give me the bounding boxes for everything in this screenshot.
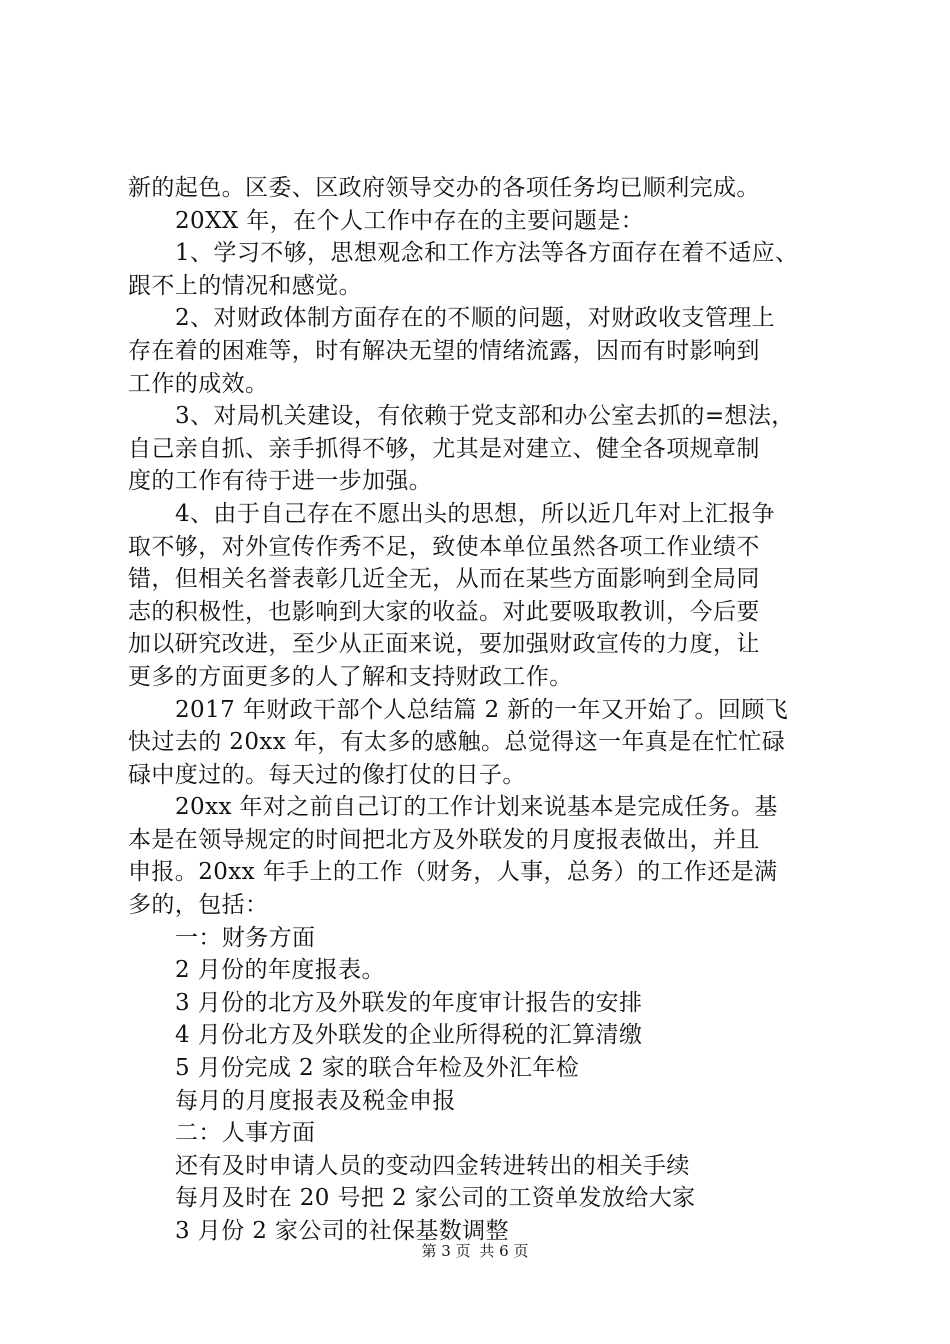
- page-total: 共 6 页: [479, 1242, 529, 1260]
- text-line: 本是在领导规定的时间把北方及外联发的月度报表做出，并且: [128, 826, 760, 853]
- text-line: 2、对财政体制方面存在的不顺的问题，对财政收支管理上: [175, 305, 776, 332]
- text-line: 新的起色。区委、区政府领导交办的各项任务均已顺利完成。: [128, 175, 760, 201]
- text-line: 每月及时在 20 号把 2 家公司的工资单发放给大家: [175, 1185, 696, 1212]
- document-body: [128, 172, 838, 1248]
- text-line: 申报。20xx 年手上的工作（财务，人事，总务）的工作还是满: [128, 859, 778, 886]
- text-line: 3 月份的北方及外联发的年度审计报告的安排: [175, 989, 643, 1016]
- text-line: 一：财务方面: [175, 924, 316, 951]
- text-line: 错，但相关名誉表彰几近全无，从而在某些方面影响到全局同: [128, 566, 760, 593]
- text-line: 1、学习不够，思想观念和工作方法等各方面存在着不适应、: [175, 240, 799, 267]
- text-line: 工作的成效。: [128, 370, 269, 397]
- text-line: 20XX 年，在个人工作中存在的主要问题是：: [175, 207, 645, 234]
- text-line: 5 月份完成 2 家的联合年检及外汇年检: [175, 1055, 580, 1082]
- text-line: 快过去的 20xx 年，有太多的感触。总觉得这一年真是在忙忙碌: [128, 729, 786, 756]
- text-line: 志的积极性，也影响到大家的收益。对此要吸取教训，今后要: [128, 598, 760, 625]
- page-footer: [0, 1241, 950, 1261]
- text-line: 4、由于自己存在不愿出头的思想，所以近几年对上汇报争: [175, 500, 776, 527]
- text-line: 4 月份北方及外联发的企业所得税的汇算清缴: [175, 1022, 643, 1049]
- text-line: 3 月份 2 家公司的社保基数调整: [175, 1218, 509, 1244]
- text-line: 更多的方面更多的人了解和支持财政工作。: [128, 663, 573, 690]
- text-line: 还有及时申请人员的变动四金转进转出的相关手续: [175, 1152, 690, 1179]
- text-line: 每月的月度报表及税金申报: [175, 1087, 456, 1114]
- text-line: 取不够，对外宣传作秀不足，致使本单位虽然各项工作业绩不: [128, 533, 760, 560]
- text-line: 2017 年财政干部个人总结篇 2 新的一年又开始了。回顾飞: [175, 696, 789, 723]
- text-line: 存在着的困难等，时有解决无望的情绪流露，因而有时影响到: [128, 337, 760, 364]
- text-line: 3、对局机关建设，有依赖于党支部和办公室去抓的=想法，: [175, 403, 795, 430]
- text-line: 度的工作有待于进一步加强。: [128, 468, 433, 495]
- text-line: 多的，包括：: [128, 892, 269, 919]
- text-line: 自己亲自抓、亲手抓得不够，尤其是对建立、健全各项规章制: [128, 435, 760, 462]
- page-number: 第 3 页: [421, 1242, 471, 1260]
- text-line: 20xx 年对之前自己订的工作计划来说基本是完成任务。基: [175, 794, 778, 821]
- text-line: 二：人事方面: [175, 1120, 316, 1147]
- text-line: 跟不上的情况和感觉。: [128, 272, 362, 299]
- text-line: 碌中度过的。每天过的像打仗的日子。: [128, 761, 526, 788]
- text-line: 加以研究改进，至少从正面来说，要加强财政宣传的力度，让: [128, 631, 760, 658]
- text-line: 2 月份的年度报表。: [175, 957, 385, 984]
